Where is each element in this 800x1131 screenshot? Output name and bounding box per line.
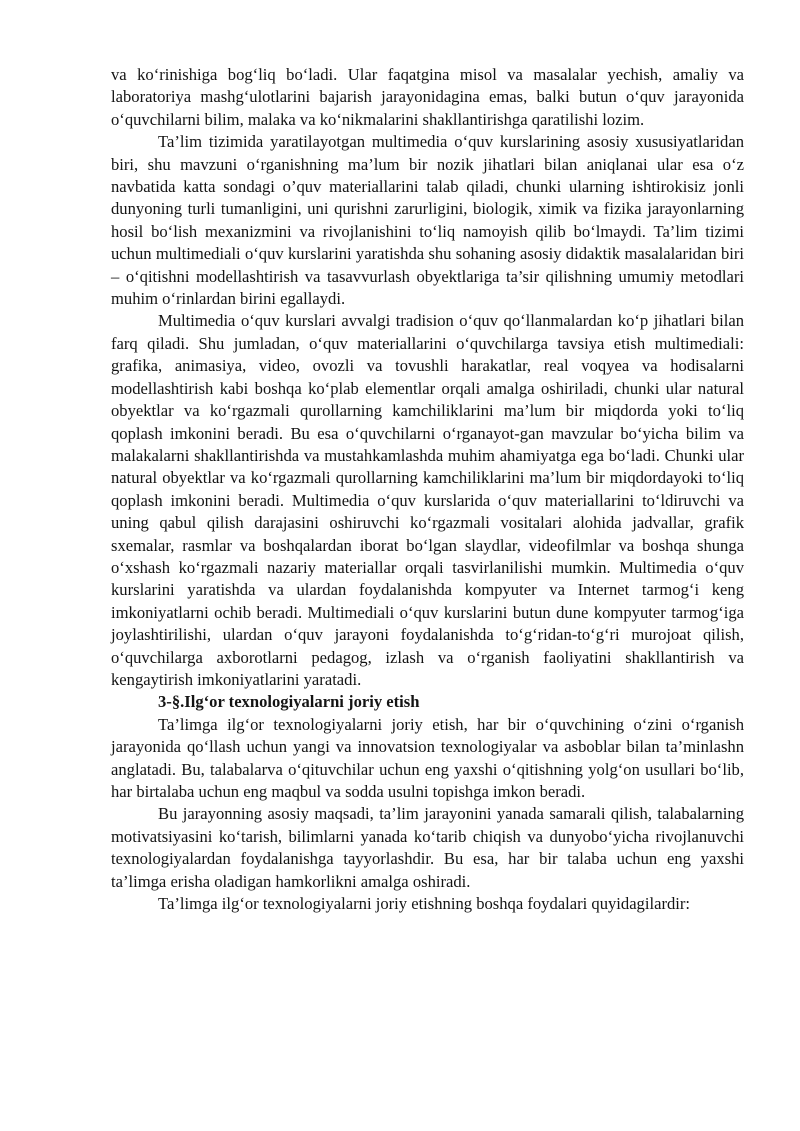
- paragraph-continuation: va ko‘rinishiga bog‘liq bo‘ladi. Ular faqatgina misol va masalalar yechish, amaliy va laboratoriya mashg‘ulotlarini bajarish jarayonidagina emas, balki butun o‘quv jarayonida o‘quvchilarni bilim, malaka va ko‘nikmalarini shakllantirishga qaratilishi lozim.: [111, 65, 744, 129]
- paragraph-process-goal: Bu jarayonning asosiy maqsadi, ta’lim jarayonini yanada samarali qilish, talabalarning motivatsiyasini ko‘tarish, bilimlarni yanada ko‘tarib chiqish va dunyobo‘yicha rivojlanuvchi texnologiyalardan foydalanishga tayyorlashdir. Bu esa, har bir talaba uchun eng yaxshi ta’limga erisha oladigan hamkorlikni amalga oshiradi.: [111, 804, 744, 891]
- paragraph-multimedia-courses-features: Ta’lim tizimida yaratilayotgan multimedia o‘quv kurslarining asosiy xususiyatlaridan biri, shu mavzuni o‘rganishning ma’lum bir nozik jihatlari bilan aniqlanai ular esa o‘z navbatida katta sondagi o’quv materiallarini talab qiladi, chunki ularning ishtirokisiz jonli dunyoning turli tumanligini, uni qurishni zarurligini, biologik, ximik va fizika jarayonlarning hosil bo‘lish mexanizmini va rivojlanishini to‘liq namoyish qilib bo‘lmaydi. Ta’lim tizimi uchun multimediali o‘quv kurslarini yaratishda shu sohaning asosiy didaktik masalalaridan biri – o‘qitishni modellashtirish va tasavvurlash obyektlariga ta’sir qilishning umumiy metodlari muhim o‘rinlardan birini egallaydi.: [111, 132, 744, 309]
- paragraph-other-benefits: Ta’limga ilg‘or texnologiyalarni joriy etishning boshqa foydalari quyidagilardir:: [158, 894, 691, 914]
- paragraph-multimedia-vs-traditional: Multimedia o‘quv kurslari avvalgi tradision o‘quv qo‘llanmalardan ko‘p jihatlari bilan farq qiladi. Shu jumladan, o‘quv materiallarini o‘quvchilarga tavsiya etish multimediali: grafika, animasiya, video, ovozli va tovushli harakatlar, real voqyea va hodisalarni modellashtirish kabi boshqa ko‘plab elementlar orqali amalga oshiriladi, chunki ular natural obyektlar va ko‘rgazmali qurollarning kamchiliklarini ma’lum bir miqdorda yoki to‘liq qoplash imkonini beradi. Bu esa o‘quvchilarni o‘rganayot-gan mavzular bo‘yicha bilim va malakalarni shakllantirishda va mustahkamlashda muhim ahamiyatga ega bo‘ladi. Chunki ular natural obyektlar va ko‘rgazmali qurollarning kamchiliklarini ma’lum bir miqdordayoki to‘liq qoplash imkonini beradi. Multimedia o‘quv kurslarida o‘quv materiallarini to‘ldiruvchi va uning qabul qilish darajasini oshiruvchi ko‘rgazmali vositalari alohida jadvallar, grafik sxemalar, rasmlar va boshqalardan iborat bo‘lgan slaydlar, videofilmlar va boshqa shunga o‘xshash ko‘rgazmali nazariy materiallar orqali tasvirlanilishi mumkin. Multimedia o‘quv kurslarini yaratishda va ulardan foydalanishda kompyuter va Internet tarmog‘i keng imkoniyatlarni ochib beradi. Multimediali o‘quv kurslarini butun dune kompyuter tarmog‘iga joylashtirilishi, ulardan o‘quv jarayoni foydalanishda to‘g‘ridan-to‘g‘ri murojoat qilish, o‘quvchilarga axborotlarni pedagog, izlash va o‘rganish faoliyatini shakllantirish va kengaytirish imkoniyatlarini yaratadi.: [111, 311, 744, 689]
- section-heading: 3-§.Ilg‘or texnologiyalarni joriy etish: [158, 692, 420, 712]
- paragraph-advanced-technologies: Ta’limga ilg‘or texnologiyalarni joriy etish, har bir o‘quvchining o‘zini o‘rganish jarayonida qo‘llash uchun yangi va innovatsion texnologiyalar va asboblar bilan ta’minlashn anglatadi. Bu, talabalarva o‘qituvchilar uchun eng yaxshi o‘qitishning yolg‘on usullari bo‘lib, har birtalaba uchun eng maqbul va sodda usulni topishga imkon beradi.: [111, 714, 744, 801]
